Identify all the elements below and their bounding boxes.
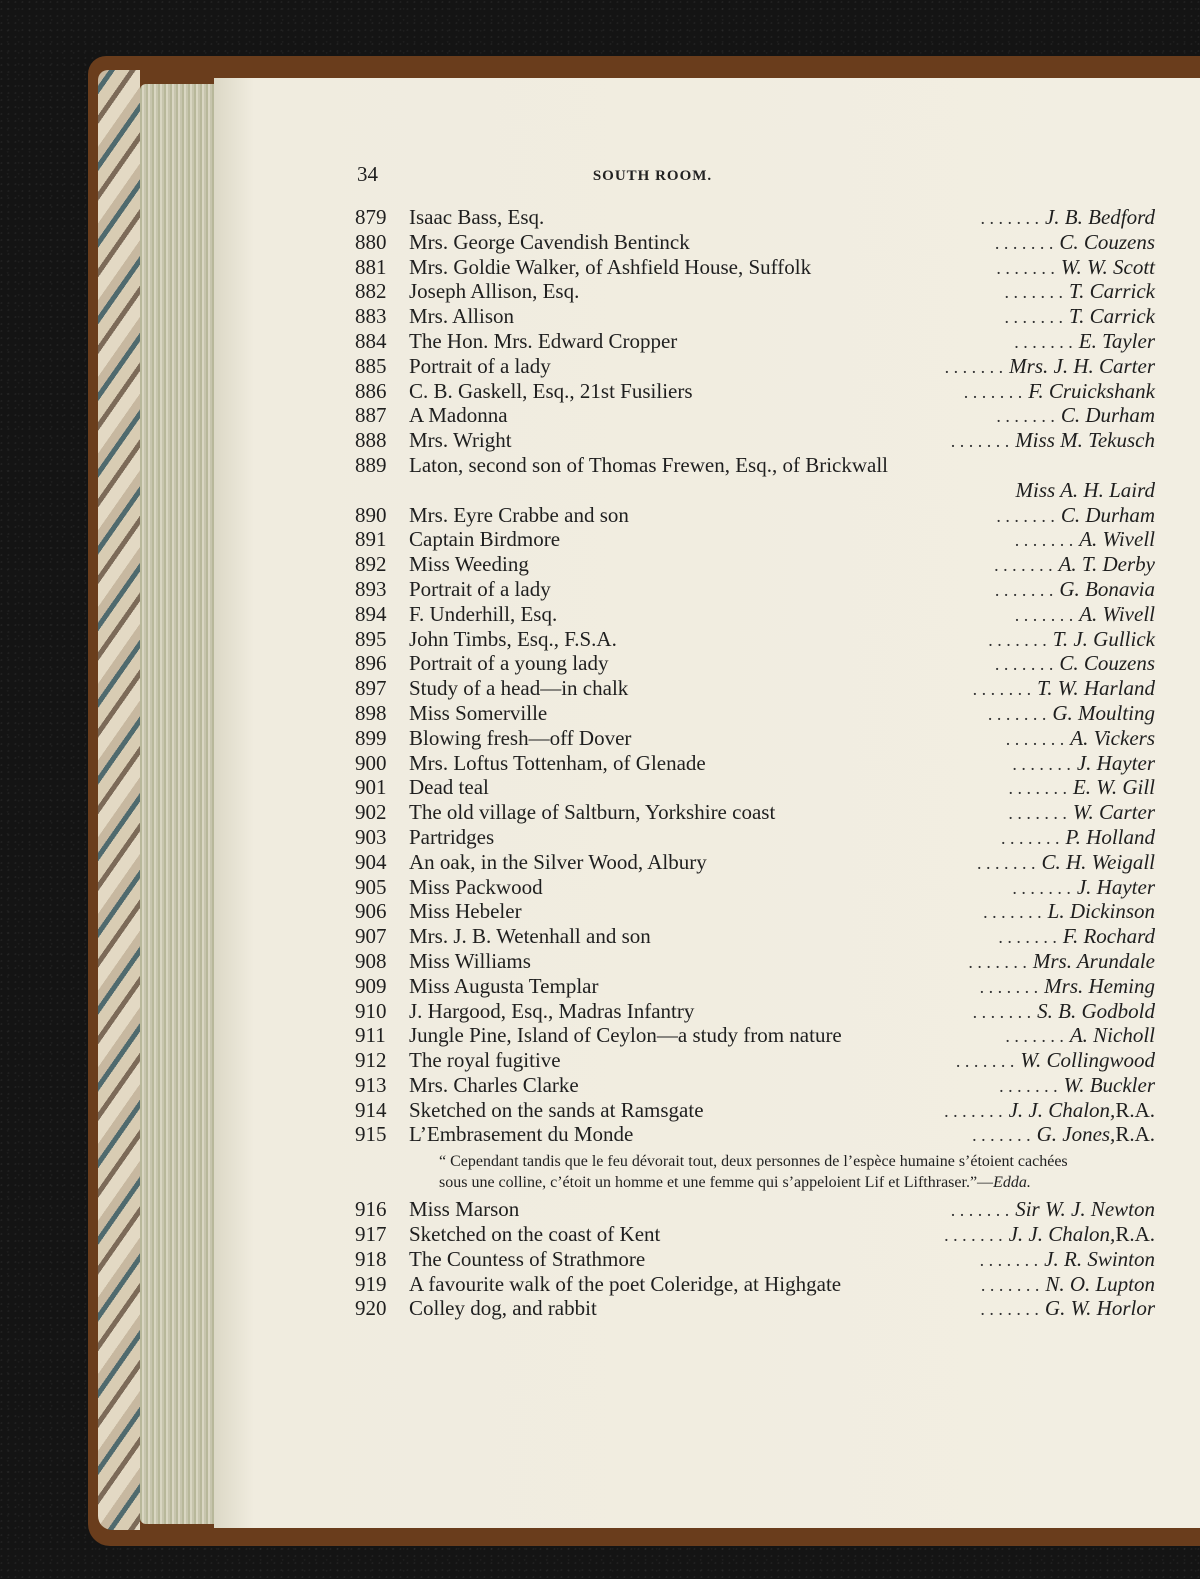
entry-title: Mrs. Loftus Tottenham, of Glenade xyxy=(409,750,706,775)
entry-title: Dead teal xyxy=(409,775,489,800)
entry-number: 889 xyxy=(355,452,387,477)
catalogue-entry xyxy=(355,329,1155,354)
entry-title: Mrs. Charles Clarke xyxy=(409,1072,579,1097)
catalogue-entry xyxy=(355,1272,1155,1297)
entry-artist: G. Jones, xyxy=(1036,1122,1116,1147)
entry-artist: J. Hayter xyxy=(1076,750,1155,775)
entry-number: 906 xyxy=(355,899,387,924)
dot-leader: . . . . . . . xyxy=(994,579,1054,600)
dot-leader: . . . . . . . xyxy=(1008,778,1067,799)
catalogue-entry xyxy=(355,255,1155,280)
entry-number: 910 xyxy=(355,998,387,1023)
entry-artist: J. J. Chalon, xyxy=(1008,1222,1116,1247)
catalogue-entry xyxy=(355,949,1155,974)
dot-leader: . . . . . . . xyxy=(1004,307,1064,328)
entry-artist: S. B. Godbold xyxy=(1037,998,1155,1023)
entry-number: 909 xyxy=(355,973,387,998)
dot-leader: . . . . . . . xyxy=(944,1225,1003,1246)
entry-title: Miss Hebeler xyxy=(409,899,522,924)
dot-leader: . . . . . . . xyxy=(983,902,1042,923)
entry-artist: Mrs. Heming xyxy=(1044,973,1155,998)
entry-artist: W. Collingwood xyxy=(1020,1048,1155,1073)
entry-group xyxy=(355,1197,1155,1321)
entry-artist: G. Moulting xyxy=(1052,700,1155,725)
entry-number: 915 xyxy=(355,1122,387,1147)
catalogue-entry xyxy=(355,1098,1155,1123)
entry-title: Miss Weeding xyxy=(409,552,529,577)
catalogue-entry xyxy=(355,453,1155,478)
dot-leader: . . . . . . . xyxy=(944,1100,1003,1121)
entry-number: 887 xyxy=(355,403,387,428)
catalogue-entry xyxy=(355,1023,1155,1048)
dot-leader: . . . . . . . xyxy=(1014,604,1074,625)
dot-leader: . . . . . . . xyxy=(994,555,1053,576)
page-edges xyxy=(140,84,222,1524)
catalogue-entry xyxy=(355,875,1155,900)
entry-title: An oak, in the Silver Wood, Albury xyxy=(409,849,707,874)
entry-number: 918 xyxy=(355,1246,387,1271)
entry-number: 885 xyxy=(355,353,387,378)
quotation xyxy=(355,1147,1079,1197)
dot-leader: . . . . . . . xyxy=(1005,1026,1064,1047)
catalogue-entry xyxy=(355,825,1155,850)
entry-title: The Countess of Strathmore xyxy=(409,1246,646,1271)
catalogue-entry xyxy=(355,701,1155,726)
entry-title: Miss Marson xyxy=(409,1197,520,1222)
catalogue-entry xyxy=(355,354,1155,379)
entry-number: 902 xyxy=(355,800,387,825)
entry-number: 880 xyxy=(355,229,387,254)
entry-number: 908 xyxy=(355,948,387,973)
entry-artist: A. Wivell xyxy=(1079,527,1155,552)
catalogue-entry xyxy=(355,552,1155,577)
entry-artist-suffix: R.A. xyxy=(1115,1097,1155,1122)
catalogue-entry xyxy=(355,205,1155,230)
entry-artist: W. W. Scott xyxy=(1060,254,1155,279)
dot-leader: . . . . . . . xyxy=(979,1249,1039,1270)
entry-title: Study of a head—in chalk xyxy=(409,676,629,701)
dot-leader: . . . . . . . xyxy=(972,1125,1031,1146)
entry-title: Mrs. J. B. Wetenhall and son xyxy=(409,924,651,949)
entry-artist: A. T. Derby xyxy=(1058,552,1155,577)
entry-number: 905 xyxy=(355,874,387,899)
entry-title: Miss Augusta Templar xyxy=(409,973,599,998)
dot-leader: . . . . . . . xyxy=(1014,331,1073,352)
entry-title: Joseph Allison, Esq. xyxy=(409,279,580,304)
entry-artist: J. B. Bedford xyxy=(1044,205,1155,229)
dot-leader: . . . . . . . xyxy=(998,927,1057,948)
entry-artist: F. Rochard xyxy=(1062,924,1155,949)
entry-artist: Mrs. J. H. Carter xyxy=(1009,353,1155,378)
catalogue-entry xyxy=(355,304,1155,329)
dot-leader: . . . . . . . xyxy=(972,679,1032,700)
catalogue-entry xyxy=(355,403,1155,428)
catalogue-entry xyxy=(355,1296,1155,1321)
entry-title: The Hon. Mrs. Edward Cropper xyxy=(409,328,678,353)
entry-group xyxy=(355,205,1155,478)
entry-title: L’Embrasement du Monde xyxy=(409,1122,634,1147)
entry-number: 899 xyxy=(355,725,387,750)
entry-number: 896 xyxy=(355,651,387,676)
entry-number: 900 xyxy=(355,750,387,775)
catalogue-entry xyxy=(355,503,1155,528)
entry-artist: Miss M. Tekusch xyxy=(1015,428,1155,453)
catalogue-entry xyxy=(355,651,1155,676)
entry-title: A favourite walk of the poet Coleridge, at Highgate xyxy=(409,1271,842,1296)
catalogue-entry xyxy=(355,577,1155,602)
catalogue-entry xyxy=(355,627,1155,652)
dot-leader: . . . . . . . xyxy=(963,381,1023,402)
running-head: SOUTH ROOM. xyxy=(592,168,713,184)
dot-leader: . . . . . . . xyxy=(987,703,1047,724)
entry-artist: C. Couzens xyxy=(1059,651,1155,676)
entry-artist: T. W. Harland xyxy=(1037,676,1155,701)
catalogue-list xyxy=(355,205,1155,1321)
entry-number: 920 xyxy=(355,1296,387,1321)
dot-leader: . . . . . . . xyxy=(1004,282,1064,303)
entry-number: 916 xyxy=(355,1197,387,1222)
entry-title: Mrs. George Cavendish Bentinck xyxy=(409,229,690,254)
catalogue-entry xyxy=(355,1197,1155,1222)
catalogue-entry xyxy=(355,726,1155,751)
entry-number: 895 xyxy=(355,626,387,651)
entry-artist: E. W. Gill xyxy=(1072,775,1155,800)
dot-leader: . . . . . . . xyxy=(996,406,1055,427)
catalogue-entry xyxy=(355,1247,1155,1272)
entry-title: Portrait of a young lady xyxy=(409,651,609,676)
entry-title: Mrs. Wright xyxy=(409,428,512,453)
entry-artist: Mrs. Arundale xyxy=(1032,948,1155,973)
entry-number: 903 xyxy=(355,824,387,849)
catalogue-entry xyxy=(355,602,1155,627)
entry-title: Isaac Bass, Esq. xyxy=(409,205,545,229)
entry-number: 881 xyxy=(355,254,387,279)
entry-title: Miss Williams xyxy=(409,948,531,973)
dot-leader: . . . . . . . xyxy=(980,1299,1039,1320)
entry-artist: J. R. Swinton xyxy=(1044,1246,1155,1271)
dot-leader: . . . . . . . xyxy=(994,654,1054,675)
entry-artist: T. Carrick xyxy=(1069,304,1155,329)
entry-title: Laton, second son of Thomas Frewen, Esq., of Brickwall xyxy=(409,452,889,477)
entry-artist: C. Durham xyxy=(1060,403,1155,428)
entry-number: 884 xyxy=(355,328,387,353)
entry-title: C. B. Gaskell, Esq., 21st Fusiliers xyxy=(409,378,693,403)
entry-artist: F. Cruickshank xyxy=(1028,378,1155,403)
entry-title: The royal fugitive xyxy=(409,1048,561,1073)
entry-artist: A. Wivell xyxy=(1079,601,1155,626)
entry-artist: C. Couzens xyxy=(1059,229,1155,254)
catalogue-entry xyxy=(355,1048,1155,1073)
entry-title: Mrs. Eyre Crabbe and son xyxy=(409,502,629,527)
entry-number: 904 xyxy=(355,849,387,874)
dot-leader: . . . . . . . xyxy=(944,356,1004,377)
entry-artist: G. W. Horlor xyxy=(1044,1296,1155,1321)
marbled-endpaper xyxy=(98,70,140,1530)
catalogue-entry xyxy=(355,527,1155,552)
entry-artist: E. Tayler xyxy=(1078,328,1155,353)
entry-number: 891 xyxy=(355,527,387,552)
entry-artist: Miss A. H. Laird xyxy=(1015,477,1155,502)
entry-number: 901 xyxy=(355,775,387,800)
entry-title: Jungle Pine, Island of Ceylon—a study from nature xyxy=(409,1023,842,1048)
dot-leader: . . . . . . . xyxy=(996,257,1055,278)
entry-artist: N. O. Lupton xyxy=(1045,1271,1155,1296)
catalogue-entry xyxy=(355,775,1155,800)
catalogue-entry xyxy=(355,1122,1155,1147)
entry-number: 919 xyxy=(355,1271,387,1296)
entry-title: The old village of Saltburn, Yorkshire coast xyxy=(409,800,776,825)
entry-title: John Timbs, Esq., F.S.A. xyxy=(409,626,617,651)
entry-number: 913 xyxy=(355,1072,387,1097)
entry-artist: A. Nicholl xyxy=(1069,1023,1155,1048)
entry-number: 917 xyxy=(355,1222,387,1247)
entry-number: 883 xyxy=(355,304,387,329)
entry-number: 897 xyxy=(355,676,387,701)
entry-title: Colley dog, and rabbit xyxy=(409,1296,597,1321)
entry-title: J. Hargood, Esq., Madras Infantry xyxy=(409,998,695,1023)
entry-title: Blowing fresh—off Dover xyxy=(409,725,632,750)
entry-title: F. Underhill, Esq. xyxy=(409,601,558,626)
catalogue-entry xyxy=(355,230,1155,255)
dot-leader: . . . . . . . xyxy=(1008,803,1067,824)
quotation-text: “ Cependant tandis que le feu dévorait tout, deux personnes de l’espèce humaine s’étoient cachées sous une colline, c’étoit un homme et une femme qui s’appeloient Lif et Lifthraser.”— xyxy=(439,1153,1068,1192)
dot-leader: . . . . . . . xyxy=(994,232,1054,253)
dot-leader: . . . . . . . xyxy=(1001,827,1060,848)
dot-leader: . . . . . . . xyxy=(972,1001,1032,1022)
entry-title: Mrs. Goldie Walker, of Ashfield House, Suffolk xyxy=(409,254,812,279)
catalogue-entry xyxy=(355,379,1155,404)
catalogue-entry xyxy=(355,428,1155,453)
catalogue-entry xyxy=(355,279,1155,304)
catalogue-entry xyxy=(355,899,1155,924)
entry-artist: J. Hayter xyxy=(1076,874,1155,899)
dot-leader: . . . . . . . xyxy=(950,1200,1010,1221)
entry-number: 892 xyxy=(355,552,387,577)
entry-title: A Madonna xyxy=(409,403,508,428)
entry-title: Miss Somerville xyxy=(409,700,548,725)
dot-leader: . . . . . . . xyxy=(999,1075,1058,1096)
entry-title: Miss Packwood xyxy=(409,874,543,899)
entry-number: 898 xyxy=(355,700,387,725)
entry-artist: G. Bonavia xyxy=(1059,576,1155,601)
dot-leader: . . . . . . . xyxy=(1014,530,1074,551)
catalogue-entry xyxy=(355,676,1155,701)
entry-title: Partridges xyxy=(409,824,495,849)
dot-leader: . . . . . . . xyxy=(996,505,1055,526)
entry-artist-suffix: R.A. xyxy=(1115,1122,1155,1147)
catalogue-entry xyxy=(355,924,1155,949)
page-number: 34 xyxy=(357,162,378,186)
entry-number: 914 xyxy=(355,1097,387,1122)
entry-title: Captain Birdmore xyxy=(409,527,561,552)
dot-leader: . . . . . . . xyxy=(980,1274,1040,1295)
entry-artist: A. Vickers xyxy=(1070,725,1155,750)
entry-artist: J. J. Chalon, xyxy=(1008,1097,1116,1122)
entry-artist: T. J. Gullick xyxy=(1052,626,1155,651)
catalogue-entry xyxy=(355,800,1155,825)
catalogue-entry xyxy=(355,1073,1155,1098)
entry-artist: T. Carrick xyxy=(1069,279,1155,304)
dot-leader: . . . . . . . xyxy=(979,976,1039,997)
catalogue-entry xyxy=(355,974,1155,999)
catalogue-entry xyxy=(355,999,1155,1024)
catalogue-entry xyxy=(355,751,1155,776)
dot-leader: . . . . . . . xyxy=(968,951,1027,972)
entry-artist: P. Holland xyxy=(1065,824,1155,849)
entry-title: Portrait of a lady xyxy=(409,576,551,601)
dot-leader: . . . . . . . xyxy=(1012,877,1071,898)
entry-title: Mrs. Allison xyxy=(409,304,515,329)
catalogue-entry xyxy=(355,1222,1155,1247)
entry-number: 888 xyxy=(355,428,387,453)
entry-number: 890 xyxy=(355,502,387,527)
entry-title: Sketched on the sands at Ramsgate xyxy=(409,1097,704,1122)
entry-title: Portrait of a lady xyxy=(409,353,551,378)
dot-leader: . . . . . . . xyxy=(988,629,1047,650)
entry-number: 912 xyxy=(355,1048,387,1073)
entry-number: 882 xyxy=(355,279,387,304)
entry-artist: L. Dickinson xyxy=(1047,899,1155,924)
dot-leader: . . . . . . . xyxy=(1005,728,1065,749)
dot-leader: . . . . . . . xyxy=(1012,753,1071,774)
dot-leader: . . . . . . . xyxy=(980,208,1039,228)
dot-leader: . . . . . . . xyxy=(976,852,1036,873)
dot-leader: . . . . . . . xyxy=(950,431,1010,452)
catalogue-entry xyxy=(355,850,1155,875)
dot-leader: . . . . . . . xyxy=(955,1051,1015,1072)
entry-artist: W. Carter xyxy=(1072,800,1155,825)
entry-number: 886 xyxy=(355,378,387,403)
entry-artist: Sir W. J. Newton xyxy=(1015,1197,1155,1222)
entry-artist-suffix: R.A. xyxy=(1115,1222,1155,1247)
quotation-source: Edda. xyxy=(993,1174,1031,1192)
entry-number: 894 xyxy=(355,601,387,626)
entry-group xyxy=(355,503,1155,1148)
entry-artist: W. Buckler xyxy=(1063,1072,1155,1097)
entry-title: Sketched on the coast of Kent xyxy=(409,1222,661,1247)
entry-number: 893 xyxy=(355,576,387,601)
entry-artist: C. H. Weigall xyxy=(1041,849,1155,874)
entry-number: 907 xyxy=(355,924,387,949)
entry-number: 879 xyxy=(355,205,387,229)
entry-number: 911 xyxy=(355,1023,386,1048)
entry-artist: C. Durham xyxy=(1060,502,1155,527)
